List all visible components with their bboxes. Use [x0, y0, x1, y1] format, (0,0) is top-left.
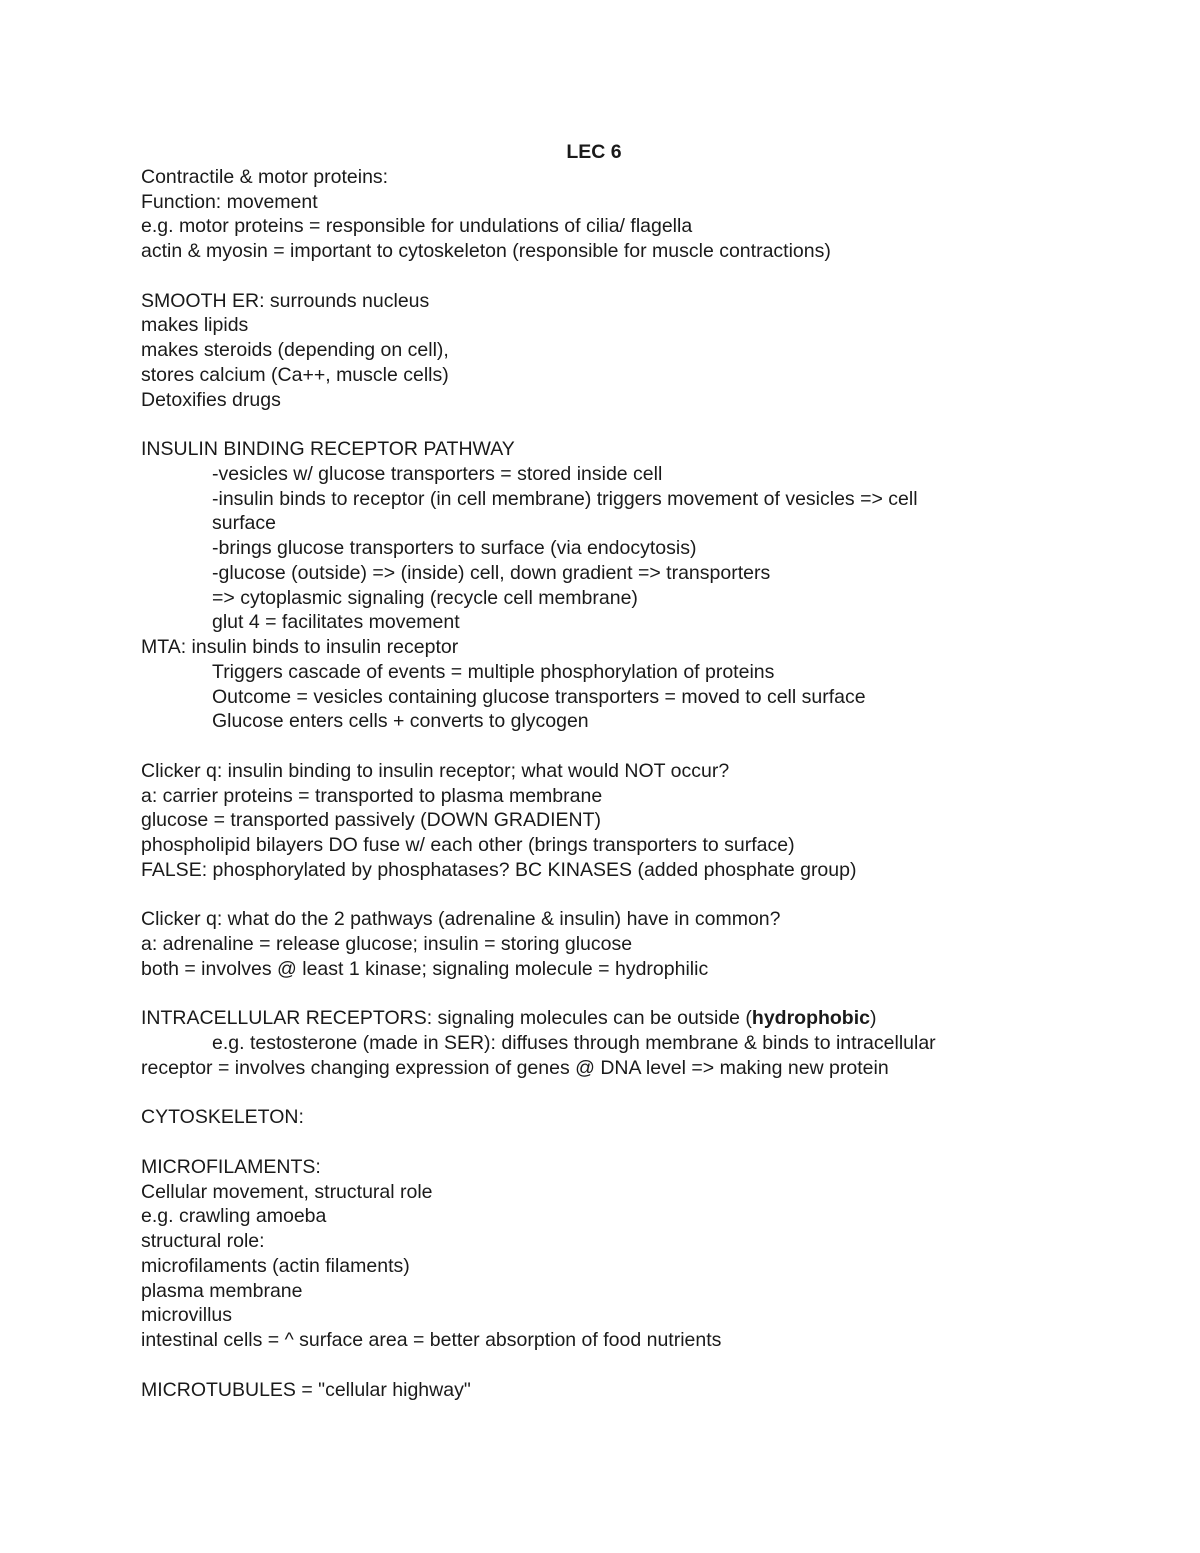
section-heading: CYTOSKELETON:: [141, 1106, 304, 1129]
intracellular-section: [141, 1006, 1041, 1080]
text-line: Function: movement: [141, 190, 318, 213]
text-line: receptor = involves changing expression of genes @ DNA level => making new protein: [141, 1056, 889, 1079]
text-line: Outcome = vesicles containing glucose transporters = moved to cell surface: [212, 685, 866, 708]
text-line: makes steroids (depending on cell),: [141, 339, 449, 361]
text-line: makes lipids: [141, 314, 249, 337]
text-line: -brings glucose transporters to surface (via endocytosis): [212, 537, 697, 559]
text-line: microvillus: [141, 1304, 233, 1327]
clicker-question-2: [141, 907, 1041, 981]
text-line: Triggers cascade of events = multiple phosphorylation of proteins: [212, 660, 775, 683]
text-line: surface: [212, 512, 276, 535]
heading-text-end: ): [869, 1007, 877, 1030]
bold-term: hydrophobic: [751, 1007, 870, 1030]
text-line: -insulin binds to receptor (in cell membrane) triggers movement of vesicles => cell: [212, 487, 918, 510]
section-heading: MTA: insulin binds to insulin receptor: [141, 636, 459, 658]
text-line: actin & myosin = important to cytoskeleton (responsible for muscle contractions): [141, 240, 831, 262]
section-heading: SMOOTH ER: surrounds nucleus: [141, 289, 430, 312]
document-body: [141, 140, 1041, 1402]
text-line: e.g. crawling amoeba: [141, 1205, 327, 1228]
blank-line: [141, 412, 1041, 437]
blank-line: [141, 264, 1041, 289]
text-line: e.g. motor proteins = responsible for undulations of cilia/ flagella: [141, 215, 693, 238]
blank-line: [141, 1353, 1041, 1378]
text-line: microfilaments (actin filaments): [141, 1254, 410, 1277]
section-heading: MICROFILAMENTS:: [141, 1155, 321, 1178]
text-line: Cellular movement, structural role: [141, 1180, 433, 1203]
smooth-er-section: [141, 289, 1041, 413]
text-line: a: carrier proteins = transported to plasma membrane: [141, 784, 603, 807]
text-line: glut 4 = facilitates movement: [212, 611, 460, 634]
text-line: -glucose (outside) => (inside) cell, down gradient => transporters: [212, 561, 771, 584]
text-line: Clicker q: what do the 2 pathways (adrenaline & insulin) have in common?: [141, 908, 781, 931]
blank-line: [141, 883, 1041, 908]
text-line: phospholipid bilayers DO fuse w/ each other (brings transporters to surface): [141, 834, 795, 856]
text-line: intestinal cells = ^ surface area = better absorption of food nutrients: [141, 1329, 722, 1351]
text-line: plasma membrane: [141, 1279, 303, 1302]
blank-line: [141, 982, 1041, 1007]
text-line: both = involves @ least 1 kinase; signaling molecule = hydrophilic: [141, 957, 709, 980]
text-line: a: adrenaline = release glucose; insulin = storing glucose: [141, 933, 633, 955]
blank-line: [141, 734, 1041, 759]
text-line: Detoxifies drugs: [141, 388, 281, 411]
section-heading: INSULIN BINDING RECEPTOR PATHWAY: [141, 438, 515, 460]
clicker-question-1: [141, 759, 1041, 883]
blank-line: [141, 1130, 1041, 1155]
text-line: glucose = transported passively (DOWN GRADIENT): [141, 809, 602, 832]
text-line: -vesicles w/ glucose transporters = stored inside cell: [212, 462, 663, 485]
heading-text: INTRACELLULAR RECEPTORS: signaling molecules can be outside (: [141, 1007, 752, 1030]
page-title: LEC 6: [566, 141, 622, 163]
contractile-section: [141, 165, 1041, 264]
microfilaments-section: [141, 1155, 1041, 1353]
text-line: => cytoplasmic signaling (recycle cell membrane): [212, 586, 638, 609]
text-line: FALSE: phosphorylated by phosphatases? BC KINASES (added phosphate group): [141, 858, 857, 881]
text-line: stores calcium (Ca++, muscle cells): [141, 363, 449, 386]
section-heading: [141, 1006, 1041, 1031]
text-line: Clicker q: insulin binding to insulin receptor; what would NOT occur?: [141, 759, 730, 782]
text-line: structural role:: [141, 1230, 265, 1252]
text-line: Glucose enters cells + converts to glycogen: [212, 710, 589, 733]
text-line: e.g. testosterone (made in SER): diffuses through membrane & binds to intracellular: [212, 1032, 936, 1054]
section-heading: MICROTUBULES = "cellular highway": [141, 1378, 471, 1401]
insulin-section: [141, 437, 1041, 734]
blank-line: [141, 1081, 1041, 1106]
text-line: Contractile & motor proteins:: [141, 165, 389, 188]
